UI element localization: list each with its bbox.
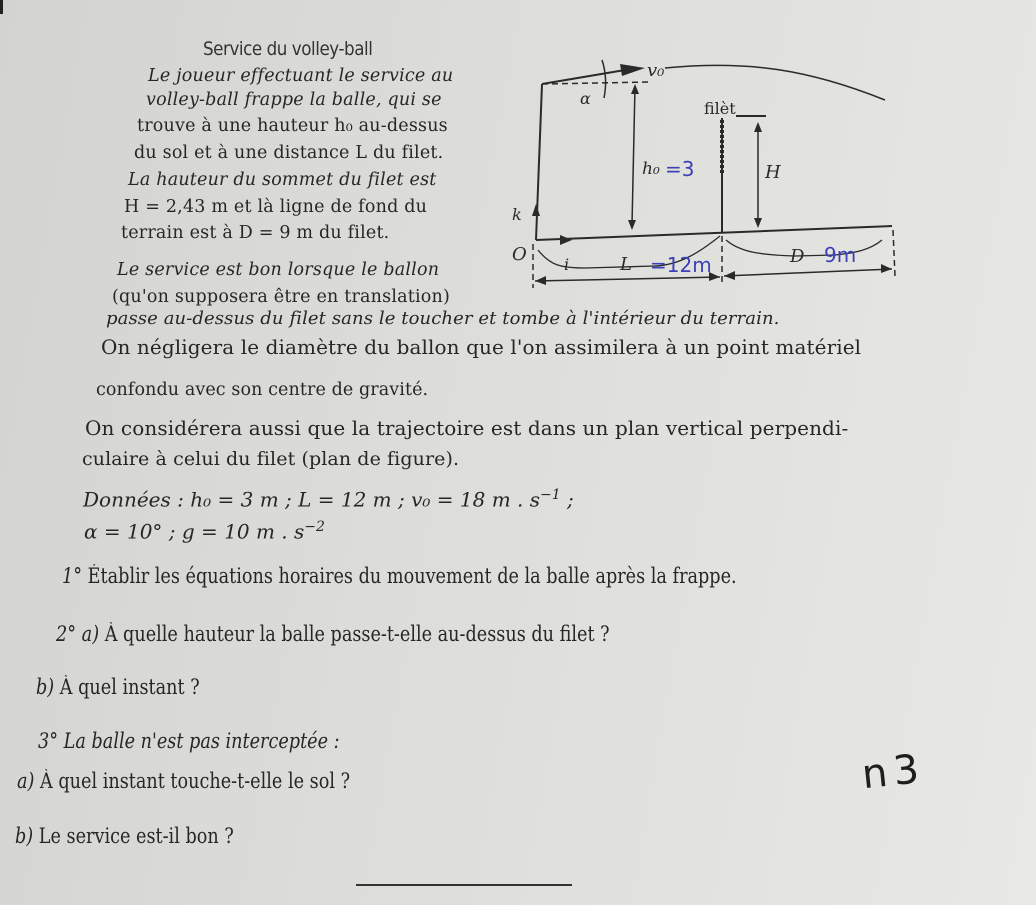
k-arrow-icon xyxy=(532,204,540,216)
intro-line-9: (qu'on supposera être en translation) xyxy=(112,287,451,307)
question-3a-text: À quel instant touche-t-elle le sol ? xyxy=(40,769,351,793)
question-2a-text: À quelle hauteur la balle passe-t-elle au-dessus du filet ? xyxy=(104,622,610,646)
serve-height-line xyxy=(536,84,542,240)
question-1-number: 1° xyxy=(62,564,83,588)
intro-line-8: Le service est bon lorsque le ballon xyxy=(117,260,440,280)
document-title: Service du volley-ball xyxy=(203,38,373,60)
data-g-exponent: −2 xyxy=(304,519,325,535)
question-1 xyxy=(62,566,737,587)
data-line-2 xyxy=(84,520,325,542)
body-line-2: On négligera le diamètre du ballon que l'on assimilera à un point matériel xyxy=(101,335,862,359)
question-3b xyxy=(15,826,234,847)
v0-label: v₀ xyxy=(647,60,665,81)
body-line-1: passe au-dessus du filet sans le toucher et tombe à l'intérieur du terrain. xyxy=(106,308,780,329)
data-semicolon: ; xyxy=(567,487,574,512)
data-line-1 xyxy=(83,488,574,510)
v0-arrow-icon xyxy=(620,64,645,76)
data-label: Données : xyxy=(83,487,184,512)
question-3a xyxy=(17,771,350,792)
i-label: i xyxy=(564,255,570,274)
body-line-5: culaire à celui du filet (plan de figure). xyxy=(82,448,460,470)
k-label: k xyxy=(512,205,522,224)
net-label: filèt xyxy=(704,99,736,118)
data-v0-exponent: −1 xyxy=(540,487,561,503)
question-3-text: La balle n'est pas interceptée : xyxy=(63,729,340,753)
question-3 xyxy=(38,731,340,752)
bottom-rule xyxy=(356,884,572,886)
data-alpha: α = 10° ; xyxy=(84,519,176,544)
question-1-text: Établir les équations horaires du mouvement de la balle après la frappe. xyxy=(87,564,737,588)
question-3b-text: Le service est-il bon ? xyxy=(38,824,234,848)
L-label: L xyxy=(620,254,632,275)
question-3b-part: b) xyxy=(15,824,34,848)
question-3-number: 3° xyxy=(38,729,59,753)
intro-line-6: H = 2,43 m et là ligne de fond du xyxy=(124,197,428,217)
L-handwritten-value: =12m xyxy=(650,253,712,277)
ground-line xyxy=(536,226,892,240)
question-2b-text: À quel instant ? xyxy=(59,675,200,699)
intro-line-2: volley-ball frappe la balle, qui se xyxy=(146,90,442,110)
h0-handwritten-value: =3 xyxy=(665,157,695,181)
intro-line-5: La hauteur du sommet du filet est xyxy=(128,170,437,190)
intro-line-3: trouve à une hauteur h₀ au-dessus xyxy=(137,116,448,136)
question-3a-part: a) xyxy=(17,769,35,793)
D-label: D xyxy=(790,246,805,267)
question-2b xyxy=(36,677,200,698)
question-2a xyxy=(56,624,610,645)
intro-line-1: Le joueur effectuant le service au xyxy=(148,66,454,86)
question-2b-part: b) xyxy=(36,675,55,699)
data-h0: h₀ = 3 m ; xyxy=(190,487,292,512)
data-v0: v₀ = 18 m . s xyxy=(411,487,540,512)
intro-line-7: terrain est à D = 9 m du filet. xyxy=(121,223,390,243)
i-arrow-icon xyxy=(560,235,572,245)
body-line-3: confondu avec son centre de gravité. xyxy=(96,380,429,400)
data-g: g = 10 m . s xyxy=(181,519,305,544)
h0-label: h₀ xyxy=(642,159,660,179)
intro-line-4: du sol et à une distance L du filet. xyxy=(134,143,444,163)
H-label: H xyxy=(765,162,781,183)
data-L: L = 12 m ; xyxy=(298,487,405,512)
body-line-4: On considérera aussi que la trajectoire est dans un plan vertical perpendi- xyxy=(85,416,849,440)
handwritten-note: n3 xyxy=(859,745,928,799)
alpha-label: α xyxy=(580,89,591,108)
volleyball-serve-diagram xyxy=(490,40,910,310)
question-2-number: 2° xyxy=(56,622,77,646)
question-2a-part: a) xyxy=(81,622,100,646)
O-label: O xyxy=(512,244,527,265)
scan-corner-mark xyxy=(0,0,3,14)
D-handwritten-value: 9m xyxy=(824,243,857,267)
